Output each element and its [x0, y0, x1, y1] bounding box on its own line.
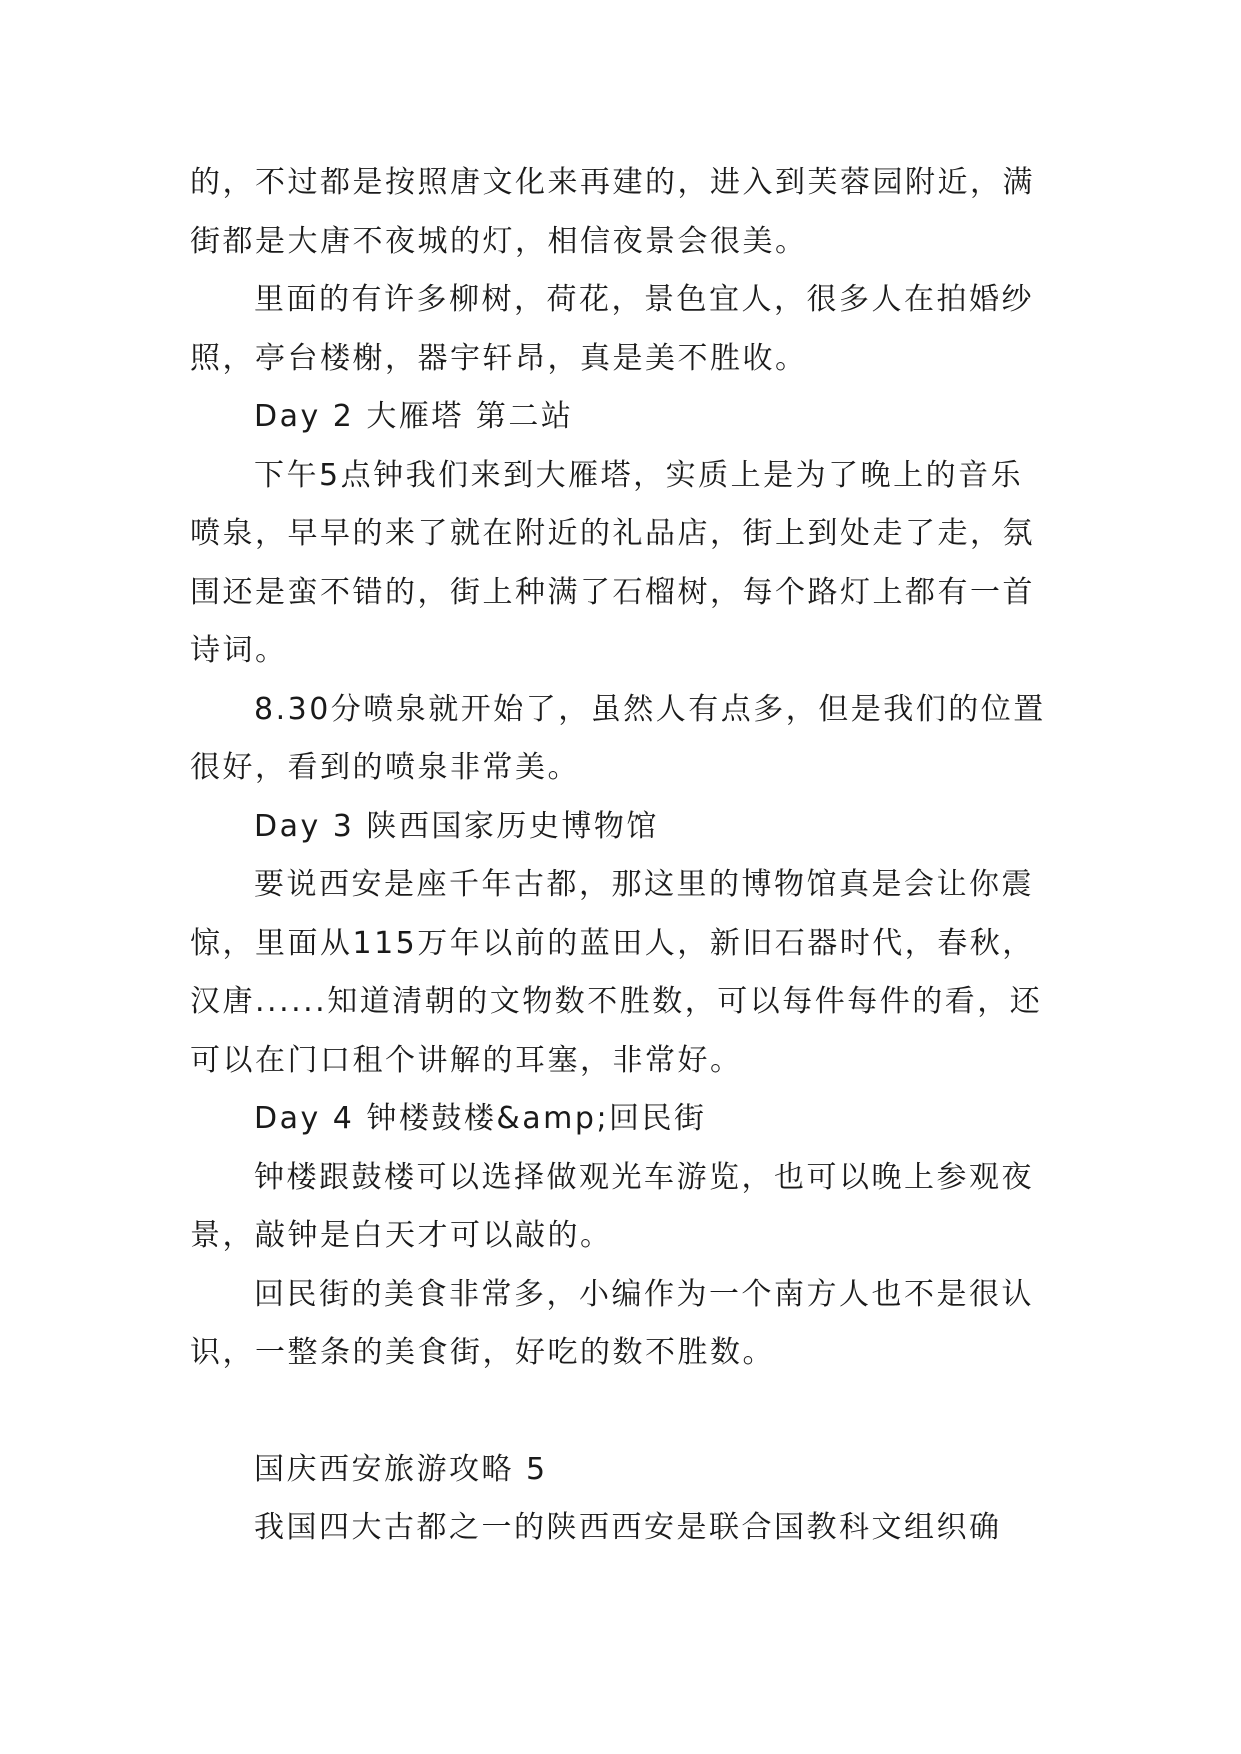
heading-day-3: Day 3 陕西国家历史博物馆 [254, 808, 659, 844]
paragraph-fountain: 8.30分喷泉就开始了，虽然人有点多，但是我们的位置很好，看到的喷泉非常美。 [190, 691, 1046, 785]
section-gap [190, 1383, 1050, 1441]
heading-day-2: Day 2 大雁塔 第二站 [254, 399, 574, 434]
paragraph-intro: 我国四大古都之一的陕西西安是联合国教科文组织确 [254, 1510, 1002, 1545]
paragraph-muslim-street: 回民街的美食非常多，小编作为一个南方人也不是很认识，一整条的美食街，好吃的数不胜数。 [190, 1276, 1034, 1370]
paragraph-big-wild-goose-pagoda: 下午5点钟我们来到大雁塔，实质上是为了晚上的音乐喷泉，早早的来了就在附近的礼品店，街上到处走了走，氛围还是蛮不错的，街上种满了石榴树，每个路灯上都有一首诗词。 [190, 457, 1035, 668]
paragraph-continuation: 的，不过都是按照唐文化来再建的，进入到芙蓉园附近，满街都是大唐不夜城的灯，相信夜景会很美。 [190, 165, 1035, 259]
document-body [190, 154, 1050, 1558]
paragraph-bell-drum-tower: 钟楼跟鼓楼可以选择做观光车游览，也可以晚上参观夜景，敲钟是白天才可以敲的。 [190, 1159, 1034, 1253]
section-title: 国庆西安旅游攻略 5 [254, 1451, 548, 1487]
paragraph-museum: 要说西安是座千年古都，那这里的博物馆真是会让你震惊，里面从115万年以前的蓝田人，新旧石器时代，春秋，汉唐......知道清朝的文物数不胜数，可以每件每件的看，还可以在门口租个讲解的耳塞，非常好。 [190, 867, 1043, 1078]
heading-day-4: Day 4 钟楼鼓楼&amp;回民街 [254, 1101, 707, 1136]
paragraph-willows: 里面的有许多柳树，荷花，景色宜人，很多人在拍婚纱照，亭台楼榭，器宇轩昂，真是美不胜收。 [190, 282, 1034, 376]
